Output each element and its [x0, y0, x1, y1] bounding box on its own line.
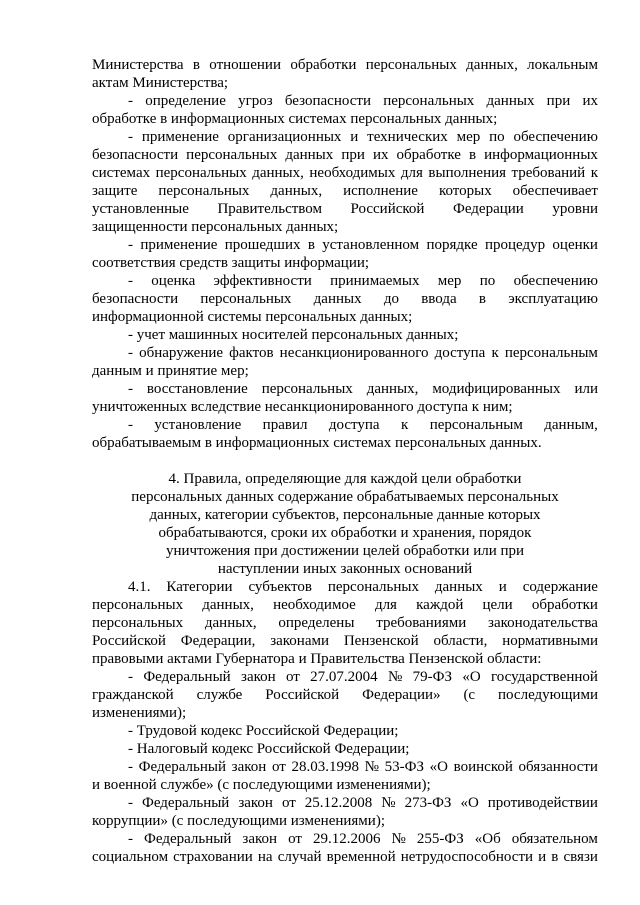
- word: оценка: [151, 273, 196, 289]
- word: закон: [242, 831, 278, 847]
- word: мер: [437, 273, 462, 289]
- word: Федерации: [452, 201, 524, 217]
- word: «О: [429, 759, 448, 775]
- text-line: уничтожения при достижении целей обработки или при: [165, 543, 525, 559]
- word: законодательства: [488, 615, 598, 631]
- word: «О: [460, 795, 479, 811]
- text-line: данным и принятие мер;: [92, 363, 249, 379]
- word: законами: [270, 633, 330, 649]
- word: №: [388, 669, 403, 685]
- text-line: [128, 272, 598, 290]
- word: и: [350, 129, 359, 145]
- text-line: соответствия средств защиты информации;: [92, 255, 370, 271]
- word: доступа: [328, 417, 380, 433]
- text-line: [128, 344, 598, 362]
- word: -: [128, 345, 133, 361]
- word: -: [128, 795, 133, 811]
- text-line: [128, 758, 598, 776]
- text-line: [92, 290, 598, 308]
- word: установление: [154, 417, 242, 433]
- word: -: [128, 759, 133, 775]
- word: «Об: [474, 831, 501, 847]
- word: -: [128, 129, 133, 145]
- word: 4.1.: [128, 579, 151, 595]
- word: 29.12.2006: [312, 831, 381, 847]
- word: до: [383, 291, 399, 307]
- word: обеспечению: [513, 129, 598, 145]
- word: данных: [313, 291, 362, 307]
- word: социальном: [92, 849, 169, 865]
- word: персональных: [155, 165, 247, 181]
- text-line: - Трудовой кодекс Российской Федерации;: [128, 723, 399, 739]
- word: содержание: [522, 579, 598, 595]
- text-line: [92, 686, 598, 704]
- word: данных,: [204, 615, 257, 631]
- word: защите: [92, 183, 138, 199]
- word: Российской: [265, 687, 340, 703]
- word: -: [128, 417, 133, 433]
- word: персональных: [200, 291, 292, 307]
- text-line: уничтоженных вследствие несанкционированного доступа к ним;: [92, 399, 513, 415]
- text-line: обработке в информационных системах персональных данных;: [92, 111, 498, 127]
- word: процедур: [484, 237, 546, 253]
- text-line: [92, 56, 598, 74]
- word: установленном: [322, 237, 420, 253]
- word: Федеральный: [141, 795, 230, 811]
- word: 273-ФЗ: [404, 795, 452, 811]
- word: правил: [262, 417, 308, 433]
- word: эффективности: [213, 273, 312, 289]
- word: каждой: [416, 597, 464, 613]
- word: применение: [140, 237, 218, 253]
- word: 28.03.1998: [291, 759, 359, 775]
- word: данным,: [544, 417, 598, 433]
- word: страховании: [173, 849, 253, 865]
- text-line: [128, 92, 598, 110]
- word: Федеральный: [143, 669, 231, 685]
- word: Федеральный: [138, 759, 227, 775]
- word: 79-ФЗ: [412, 669, 453, 685]
- word: обеспечивает: [512, 183, 598, 199]
- word: закон: [231, 759, 267, 775]
- word: локальным: [527, 57, 598, 73]
- text-line: 4. Правила, определяющие для каждой цели обработки: [168, 471, 522, 487]
- word: Российской: [92, 633, 166, 649]
- word: обеспечению: [513, 273, 598, 289]
- word: персональных: [365, 57, 457, 73]
- text-line: коррупции» (с последующими изменениями);: [92, 813, 385, 829]
- word: нетрудоспособности: [400, 849, 534, 865]
- word: по: [489, 129, 505, 145]
- text-line: наступлении иных законных оснований: [217, 561, 473, 577]
- word: Российской: [350, 201, 425, 217]
- word: и: [498, 579, 507, 595]
- text-line: [128, 578, 598, 596]
- word: мер: [456, 129, 481, 145]
- word: противодействии: [487, 795, 598, 811]
- word: персональных: [92, 615, 184, 631]
- word: системах: [92, 165, 151, 181]
- word: к: [491, 345, 499, 361]
- word: связи: [563, 849, 598, 865]
- word: в: [468, 147, 477, 163]
- word: выполнения: [428, 165, 507, 181]
- word: данных: [285, 147, 334, 163]
- word: данных,: [270, 183, 323, 199]
- word: необходимое: [273, 597, 356, 613]
- word: в: [192, 57, 200, 73]
- word: определены: [278, 615, 355, 631]
- word: -: [128, 93, 133, 109]
- word: гражданской: [92, 687, 174, 703]
- word: несанкционированного: [279, 345, 429, 361]
- word: персональных: [92, 597, 184, 613]
- word: безопасности: [284, 93, 371, 109]
- word: уровни: [552, 201, 598, 217]
- text-line: обрабатываются, сроки их обработки и хранения, порядок: [158, 525, 532, 541]
- word: -: [128, 237, 133, 253]
- word: №: [381, 795, 396, 811]
- word: в: [478, 291, 486, 307]
- word: угроз: [238, 93, 273, 109]
- text-line: [128, 830, 598, 848]
- word: от: [281, 795, 296, 811]
- word: персональных: [261, 381, 353, 397]
- word: данных,: [366, 381, 419, 397]
- word: применение: [141, 129, 219, 145]
- word: их: [582, 93, 598, 109]
- text-line: [92, 182, 598, 200]
- word: закон: [238, 795, 273, 811]
- word: от: [271, 759, 286, 775]
- word: фактов: [229, 345, 274, 361]
- word: при: [546, 93, 571, 109]
- word: безопасности: [92, 147, 179, 163]
- word: 255-ФЗ: [416, 831, 464, 847]
- word: данных,: [252, 165, 304, 181]
- word: принимаемых: [330, 273, 420, 289]
- word: Пензенской: [343, 633, 419, 649]
- word: обнаружение: [139, 345, 224, 361]
- word: к: [590, 165, 598, 181]
- word: цели: [482, 597, 513, 613]
- word: закон: [241, 669, 276, 685]
- word: требованиями: [376, 615, 467, 631]
- word: персональных: [186, 147, 278, 163]
- word: требований: [511, 165, 586, 181]
- word: Категории: [166, 579, 233, 595]
- word: персональным: [429, 417, 523, 433]
- word: на: [257, 849, 273, 865]
- word: доступа: [434, 345, 486, 361]
- text-line: [128, 128, 598, 146]
- text-line: [128, 380, 598, 398]
- word: временной: [326, 849, 396, 865]
- word: от: [285, 669, 300, 685]
- text-line: [92, 848, 598, 866]
- word: исполнение: [343, 183, 418, 199]
- word: или: [574, 381, 598, 397]
- text-line: и военной службе» (с последующими изменениями);: [92, 777, 431, 793]
- word: обязательном: [511, 831, 598, 847]
- word: Министерства: [92, 57, 184, 73]
- word: -: [128, 273, 133, 289]
- text-line: [128, 794, 598, 812]
- text-line: защищенности персональных данных;: [92, 219, 339, 235]
- word: данных: [486, 93, 535, 109]
- word: информационных: [484, 147, 598, 163]
- word: персональных: [383, 93, 475, 109]
- word: порядке: [426, 237, 478, 253]
- word: Правительством: [217, 201, 322, 217]
- text-line: [92, 596, 598, 614]
- word: модифицированных: [432, 381, 561, 397]
- word: по: [479, 273, 496, 289]
- text-line: [92, 614, 598, 632]
- word: «О: [462, 669, 481, 685]
- text-line: [128, 668, 598, 686]
- word: безопасности: [92, 291, 179, 307]
- word: -: [128, 381, 133, 397]
- word: в: [551, 849, 559, 865]
- word: службе: [196, 687, 243, 703]
- word: -: [128, 831, 133, 847]
- text-line: персональных данных содержание обрабатываемых персональных: [131, 489, 559, 505]
- text-line: обрабатываемым в информационных системах персональных данных.: [92, 435, 542, 451]
- text-line: - Налоговый кодекс Российской Федерации;: [128, 741, 410, 757]
- word: (с: [463, 687, 476, 703]
- text-line: [92, 632, 598, 650]
- word: их: [372, 147, 389, 163]
- word: №: [364, 759, 379, 775]
- word: установленные: [92, 201, 189, 217]
- word: для: [400, 165, 423, 181]
- word: -: [128, 669, 133, 685]
- word: организационных: [227, 129, 342, 145]
- word: Федеральный: [144, 831, 232, 847]
- text-line: [128, 416, 598, 434]
- word: субъектов: [248, 579, 312, 595]
- text-line: информационной системы персональных данных;: [92, 309, 413, 325]
- text-line: [92, 146, 598, 164]
- word: к: [401, 417, 409, 433]
- word: необходимых: [309, 165, 396, 181]
- word: 25.12.2008: [304, 795, 373, 811]
- word: случай: [277, 849, 322, 865]
- word: обязанности: [518, 759, 598, 775]
- word: государственной: [491, 669, 598, 685]
- word: обработки: [531, 597, 598, 613]
- word: персональных: [327, 579, 419, 595]
- word: 27.07.2004: [310, 669, 378, 685]
- word: Федерации,: [180, 633, 256, 649]
- word: восстановление: [146, 381, 248, 397]
- word: нормативными: [502, 633, 598, 649]
- word: персональных: [158, 183, 250, 199]
- word: и: [538, 849, 547, 865]
- text-line: данных, категории субъектов, персональные данные которых: [149, 507, 541, 523]
- text-line: [92, 200, 598, 218]
- word: последующими: [498, 687, 598, 703]
- word: 53-ФЗ: [384, 759, 424, 775]
- text-line: [92, 164, 598, 182]
- word: данных,: [466, 57, 518, 73]
- word: которых: [438, 183, 492, 199]
- word: оценки: [552, 237, 598, 253]
- word: области,: [433, 633, 488, 649]
- word: данных: [434, 579, 483, 595]
- text-line: актам Министерства;: [92, 75, 229, 91]
- word: ввода: [421, 291, 457, 307]
- text-line: - учет машинных носителей персональных данных;: [128, 327, 459, 343]
- word: при: [341, 147, 365, 163]
- text-line: [128, 236, 598, 254]
- word: №: [391, 831, 406, 847]
- word: отношении: [209, 57, 281, 73]
- word: прошедших: [224, 237, 301, 253]
- word: воинской: [453, 759, 513, 775]
- word: данных,: [202, 597, 254, 613]
- word: технических: [367, 129, 448, 145]
- word: Федерации»: [362, 687, 441, 703]
- word: определение: [145, 93, 226, 109]
- word: в: [307, 237, 315, 253]
- word: обработке: [396, 147, 461, 163]
- word: для: [374, 597, 397, 613]
- word: персональным: [504, 345, 598, 361]
- text-line: изменениями);: [92, 705, 187, 721]
- word: от: [288, 831, 302, 847]
- word: эксплуатацию: [508, 291, 598, 307]
- word: обработки: [290, 57, 357, 73]
- text-line: правовыми актами Губернатора и Правительства Пензенской области:: [92, 651, 542, 667]
